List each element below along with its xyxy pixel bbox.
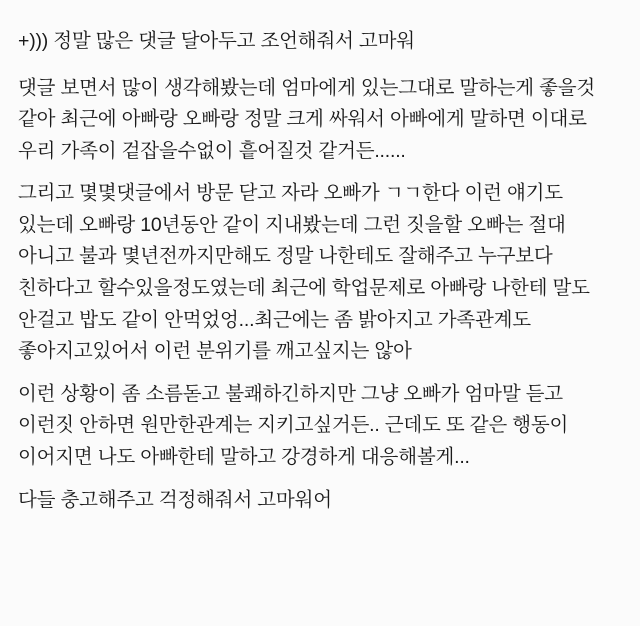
paragraph-intro: +))) 정말 많은 댓글 달아두고 조언해줘서 고마워 [18,30,415,52]
paragraph-closing: 다들 충고해주고 걱정해줘서 고마워어 [18,488,332,511]
paragraph-body-2: 그리고 몇몇댓글에서 방문 닫고 자라 오빠가 ㄱㄱ한다 이런 얘기도 있는데 오빠랑 10년동안 같이 지내봤는데 그런 짓을할 오빠는 절대 아니고 불과 몇년전까지만해도 정말 나한테도 잘해주고 누구보다 친하다고 할수있을정도였는데 최근에 학업문제로 아빠랑 나한테 말도 안걸고 밥도 같이 안먹었엉...최근에는 좀 밝아지고 가족관계도 좋아지고있어서 이런 분위기를 깨고싶지는 않아 [18,182,595,363]
paragraph-body-3: 이런 상황이 좀 소름돋고 불쾌하긴하지만 그냥 오빠가 엄마말 듣고 이런짓 안하면 원만한관계는 지키고싶거든.. 근데도 또 같은 행동이 이어지면 나도 아빠한테 말하고 강경하게 대응해볼게... [18,382,574,468]
paragraph-body-1: 댓글 보면서 많이 생각해봤는데 엄마에게 있는그대로 말하는게 좋을것 같아 최근에 아빠랑 오빠랑 정말 크게 싸워서 아빠에게 말하면 이대로 우리 가족이 겉잡을수없이 흩어질것 같거든...... [18,76,601,162]
